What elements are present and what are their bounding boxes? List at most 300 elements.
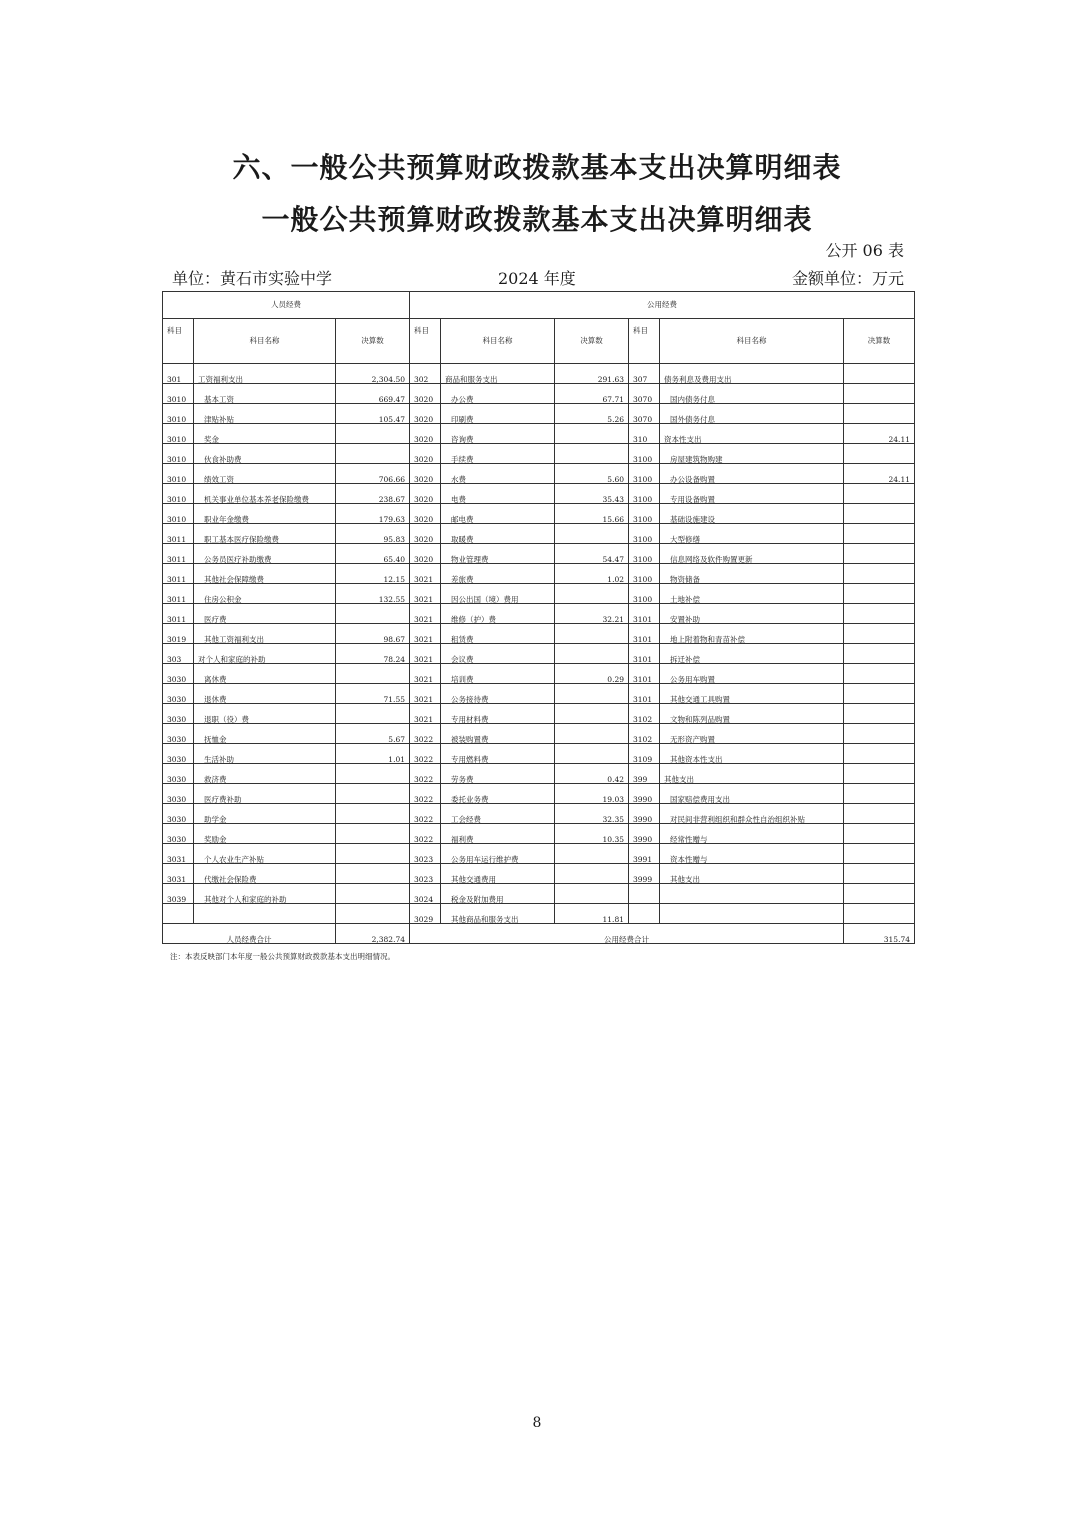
amount-cell [336,864,410,884]
name-cell: 职业年金缴费 [194,504,336,524]
name-cell: 机关事业单位基本养老保险缴费 [194,484,336,504]
name-cell: 医疗费 [194,604,336,624]
name-cell: 奖金 [194,424,336,444]
amount-cell: 78.24 [336,644,410,664]
table-row [163,444,915,464]
code-cell: 3021 [410,604,441,624]
name-cell [660,904,844,924]
header-code: 科目 [629,319,660,364]
code-cell: 3022 [410,784,441,804]
code-cell: 3010 [163,464,194,484]
amount-cell: 24.11 [844,424,915,444]
amount-cell [555,644,629,664]
amount-cell [844,504,915,524]
amount-cell [844,764,915,784]
name-cell: 退职（役）费 [194,704,336,724]
amount-cell [844,604,915,624]
name-cell: 公务用车运行维护费 [441,844,555,864]
header-amount: 决算数 [844,319,915,364]
amount-cell [555,724,629,744]
amount-cell [844,544,915,564]
amount-cell: 95.83 [336,524,410,544]
name-cell: 基础设施建设 [660,504,844,524]
amount-cell [844,524,915,544]
name-cell: 地上附着物和青苗补偿 [660,624,844,644]
amount-cell [844,364,915,384]
amount-cell [336,844,410,864]
code-cell: 3010 [163,504,194,524]
name-cell: 商品和服务支出 [441,364,555,384]
amount-cell: 179.63 [336,504,410,524]
amount-cell [336,904,410,924]
code-cell: 3070 [629,404,660,424]
name-cell: 税金及附加费用 [441,884,555,904]
amount-cell [844,724,915,744]
name-cell: 物业管理费 [441,544,555,564]
name-cell: 福利费 [441,824,555,844]
code-cell: 3020 [410,384,441,404]
table-row [163,424,915,444]
code-cell: 3031 [163,864,194,884]
table-row [163,544,915,564]
header-code: 科目 [410,319,441,364]
amount-cell [844,804,915,824]
public-total-amount: 315.74 [844,924,915,944]
amount-cell [555,864,629,884]
code-cell: 3999 [629,864,660,884]
table-row [163,824,915,844]
amount-cell: 98.67 [336,624,410,644]
group-public: 公用经费 [410,292,915,319]
amount-cell: 0.29 [555,664,629,684]
code-cell: 3024 [410,884,441,904]
name-cell: 医疗费补助 [194,784,336,804]
table-row [163,884,915,904]
table-row [163,724,915,744]
money-unit-label: 金额单位：万元 [791,269,904,288]
code-cell: 3990 [629,824,660,844]
amount-cell [336,824,410,844]
name-cell: 大型修缮 [660,524,844,544]
amount-cell [844,684,915,704]
code-cell: 3022 [410,724,441,744]
code-cell: 3101 [629,624,660,644]
code-cell [163,904,194,924]
personnel-total-label: 人员经费合计 [163,924,336,944]
amount-cell [555,624,629,644]
code-cell: 307 [629,364,660,384]
name-cell: 无形资产购置 [660,724,844,744]
code-cell: 3021 [410,644,441,664]
code-cell: 3022 [410,744,441,764]
amount-cell [555,584,629,604]
code-cell [629,884,660,904]
code-cell: 3030 [163,664,194,684]
name-cell: 伙食补助费 [194,444,336,464]
name-cell: 培训费 [441,664,555,684]
name-cell: 生活补助 [194,744,336,764]
amount-cell: 2,304.50 [336,364,410,384]
amount-cell [555,704,629,724]
name-cell: 绩效工资 [194,464,336,484]
name-cell: 其他支出 [660,764,844,784]
amount-cell: 35.43 [555,484,629,504]
footnote: 注：本表反映部门本年度一般公共预算财政拨款基本支出明细情况。 [170,952,395,961]
table-row [163,384,915,404]
code-cell: 3070 [629,384,660,404]
name-cell: 其他工资福利支出 [194,624,336,644]
name-cell: 工资福利支出 [194,364,336,384]
name-cell: 取暖费 [441,524,555,544]
table-row [163,644,915,664]
table-row [163,664,915,684]
amount-cell: 132.55 [336,584,410,604]
name-cell: 会议费 [441,644,555,664]
code-cell: 3101 [629,664,660,684]
table-row [163,484,915,504]
amount-cell [555,444,629,464]
amount-cell [555,424,629,444]
amount-cell: 5.60 [555,464,629,484]
code-cell: 3991 [629,844,660,864]
amount-cell [844,384,915,404]
code-cell: 3109 [629,744,660,764]
name-cell: 其他交通费用 [441,864,555,884]
name-cell: 国内债务付息 [660,384,844,404]
name-cell: 其他支出 [660,864,844,884]
name-cell: 对个人和家庭的补助 [194,644,336,664]
name-cell: 公务用车购置 [660,664,844,684]
code-cell: 3030 [163,784,194,804]
amount-cell [555,744,629,764]
name-cell: 水费 [441,464,555,484]
code-cell: 3030 [163,764,194,784]
code-cell [629,904,660,924]
table-row [163,744,915,764]
code-cell: 3020 [410,524,441,544]
name-cell: 资本性赠与 [660,844,844,864]
code-cell: 3100 [629,444,660,464]
amount-cell [555,884,629,904]
amount-cell [844,624,915,644]
code-cell: 3021 [410,624,441,644]
code-cell: 3031 [163,844,194,864]
code-cell: 399 [629,764,660,784]
table-row [163,564,915,584]
amount-cell [555,844,629,864]
code-cell: 3030 [163,684,194,704]
name-cell: 国外债务付息 [660,404,844,424]
amount-cell [336,664,410,684]
code-cell: 3100 [629,464,660,484]
code-cell: 3010 [163,444,194,464]
code-cell: 3100 [629,564,660,584]
amount-cell [336,884,410,904]
name-cell: 津贴补贴 [194,404,336,424]
code-cell: 3100 [629,524,660,544]
header-amount: 决算数 [555,319,629,364]
amount-cell [336,784,410,804]
amount-cell [844,644,915,664]
name-cell: 经常性赠与 [660,824,844,844]
amount-cell: 0.42 [555,764,629,784]
amount-cell [555,684,629,704]
amount-cell [844,864,915,884]
table-row [163,844,915,864]
name-cell: 维修（护）费 [441,604,555,624]
name-cell: 安置补助 [660,604,844,624]
code-cell: 3020 [410,424,441,444]
name-cell: 住房公积金 [194,584,336,604]
amount-cell [844,704,915,724]
name-cell: 对民间非营利组织和群众性自治组织补贴 [660,804,844,824]
amount-cell [844,664,915,684]
name-cell: 抚恤金 [194,724,336,744]
code-cell: 3039 [163,884,194,904]
table-row [163,364,915,384]
name-cell: 其他交通工具购置 [660,684,844,704]
name-cell: 委托业务费 [441,784,555,804]
amount-cell [844,484,915,504]
name-cell: 物资储备 [660,564,844,584]
code-cell: 3100 [629,484,660,504]
code-cell: 3023 [410,864,441,884]
code-cell: 3011 [163,564,194,584]
code-cell: 3020 [410,464,441,484]
name-cell: 职工基本医疗保险缴费 [194,524,336,544]
name-cell: 救济费 [194,764,336,784]
name-cell: 助学金 [194,804,336,824]
table-row [163,684,915,704]
amount-cell [844,844,915,864]
group-personnel: 人员经费 [163,292,410,319]
code-cell: 3019 [163,624,194,644]
code-cell: 3100 [629,504,660,524]
code-cell: 3022 [410,804,441,824]
table-row [163,584,915,604]
header-name: 科目名称 [194,319,336,364]
code-cell: 3030 [163,824,194,844]
year-label: 2024 年度 [498,269,576,288]
name-cell: 退休费 [194,684,336,704]
code-cell: 3030 [163,804,194,824]
code-cell: 301 [163,364,194,384]
header-name: 科目名称 [660,319,844,364]
group-header-row [163,292,915,319]
amount-cell [844,744,915,764]
name-cell: 资本性支出 [660,424,844,444]
amount-cell [844,884,915,904]
code-cell: 3020 [410,504,441,524]
amount-cell: 669.47 [336,384,410,404]
name-cell [660,884,844,904]
code-cell: 3101 [629,684,660,704]
code-cell: 3102 [629,724,660,744]
name-cell: 印刷费 [441,404,555,424]
amount-cell: 10.35 [555,824,629,844]
code-cell: 3020 [410,544,441,564]
table-row [163,404,915,424]
name-cell: 其他社会保障缴费 [194,564,336,584]
amount-cell [844,784,915,804]
amount-cell: 5.67 [336,724,410,744]
amount-cell: 105.47 [336,404,410,424]
code-cell: 3030 [163,744,194,764]
code-cell: 3101 [629,644,660,664]
amount-cell: 32.21 [555,604,629,624]
name-cell: 文物和陈列品购置 [660,704,844,724]
name-cell: 其他对个人和家庭的补助 [194,884,336,904]
name-cell: 拆迁补偿 [660,644,844,664]
table-row [163,764,915,784]
table-row [163,524,915,544]
header-amount: 决算数 [336,319,410,364]
code-cell: 3023 [410,844,441,864]
code-cell: 310 [629,424,660,444]
form-number: 公开 06 表 [825,241,904,260]
name-cell: 个人农业生产补贴 [194,844,336,864]
table-row [163,784,915,804]
public-total-label: 公用经费合计 [410,924,844,944]
table-row [163,864,915,884]
name-cell: 办公费 [441,384,555,404]
table-row [163,804,915,824]
amount-cell [844,584,915,604]
amount-cell [844,404,915,424]
amount-cell: 32.35 [555,804,629,824]
name-cell: 电费 [441,484,555,504]
name-cell: 离休费 [194,664,336,684]
amount-cell [336,604,410,624]
code-cell: 3021 [410,584,441,604]
code-cell: 3101 [629,604,660,624]
name-cell: 国家赔偿费用支出 [660,784,844,804]
amount-cell: 1.01 [336,744,410,764]
code-cell: 3011 [163,584,194,604]
code-cell: 3020 [410,444,441,464]
code-cell: 3011 [163,604,194,624]
amount-cell [336,704,410,724]
name-cell: 租赁费 [441,624,555,644]
page-title: 六、一般公共预算财政拨款基本支出决算明细表 [232,151,842,184]
name-cell: 奖励金 [194,824,336,844]
name-cell: 基本工资 [194,384,336,404]
expenditure-table [162,291,915,944]
code-cell: 3021 [410,664,441,684]
code-cell: 3010 [163,384,194,404]
personnel-total-amount: 2,382.74 [336,924,410,944]
page-number: 8 [532,1415,542,1431]
code-cell: 3020 [410,484,441,504]
code-cell: 3010 [163,404,194,424]
unit-label: 单位：黄石市实验中学 [172,269,333,288]
name-cell: 专用设备购置 [660,484,844,504]
header-code: 科目 [163,319,194,364]
code-cell: 3010 [163,484,194,504]
name-cell: 信息网络及软件购置更新 [660,544,844,564]
name-cell: 其他资本性支出 [660,744,844,764]
amount-cell: 54.47 [555,544,629,564]
code-cell: 3030 [163,704,194,724]
code-cell: 3010 [163,424,194,444]
amount-cell [844,824,915,844]
code-cell: 3021 [410,684,441,704]
name-cell: 差旅费 [441,564,555,584]
name-cell: 代缴社会保险费 [194,864,336,884]
name-cell: 被装购置费 [441,724,555,744]
code-cell: 303 [163,644,194,664]
table-row [163,504,915,524]
code-cell: 3102 [629,704,660,724]
code-cell: 3990 [629,784,660,804]
name-cell: 债务利息及费用支出 [660,364,844,384]
name-cell: 工会经费 [441,804,555,824]
amount-cell [844,564,915,584]
code-cell: 3011 [163,544,194,564]
code-cell: 3011 [163,524,194,544]
amount-cell: 65.40 [336,544,410,564]
name-cell: 劳务费 [441,764,555,784]
amount-cell: 67.71 [555,384,629,404]
name-cell: 咨询费 [441,424,555,444]
amount-cell [336,764,410,784]
code-cell: 3100 [629,544,660,564]
code-cell: 3021 [410,704,441,724]
name-cell: 公务接待费 [441,684,555,704]
name-cell: 房屋建筑物购建 [660,444,844,464]
code-cell: 302 [410,364,441,384]
code-cell: 3100 [629,584,660,604]
amount-cell [336,424,410,444]
table-row [163,904,915,924]
table-row [163,704,915,724]
amount-cell: 1.02 [555,564,629,584]
amount-cell: 12.15 [336,564,410,584]
amount-cell: 19.03 [555,784,629,804]
totals-row [163,924,915,944]
name-cell: 土地补偿 [660,584,844,604]
name-cell: 专用材料费 [441,704,555,724]
amount-cell [844,904,915,924]
table-row [163,624,915,644]
table-row [163,464,915,484]
code-cell: 3022 [410,824,441,844]
amount-cell: 71.55 [336,684,410,704]
amount-cell: 291.63 [555,364,629,384]
name-cell: 公务员医疗补助缴费 [194,544,336,564]
code-cell: 3029 [410,904,441,924]
amount-cell: 11.81 [555,904,629,924]
name-cell: 因公出国（境）费用 [441,584,555,604]
name-cell: 其他商品和服务支出 [441,904,555,924]
name-cell: 办公设备购置 [660,464,844,484]
amount-cell [555,524,629,544]
table-row [163,604,915,624]
code-cell: 3030 [163,724,194,744]
name-cell [194,904,336,924]
table-title: 一般公共预算财政拨款基本支出决算明细表 [261,203,813,236]
name-cell: 手续费 [441,444,555,464]
amount-cell: 5.26 [555,404,629,424]
name-cell: 邮电费 [441,504,555,524]
amount-cell: 24.11 [844,464,915,484]
code-cell: 3021 [410,564,441,584]
code-cell: 3022 [410,764,441,784]
amount-cell: 15.66 [555,504,629,524]
header-name: 科目名称 [441,319,555,364]
amount-cell: 238.67 [336,484,410,504]
amount-cell [844,444,915,464]
